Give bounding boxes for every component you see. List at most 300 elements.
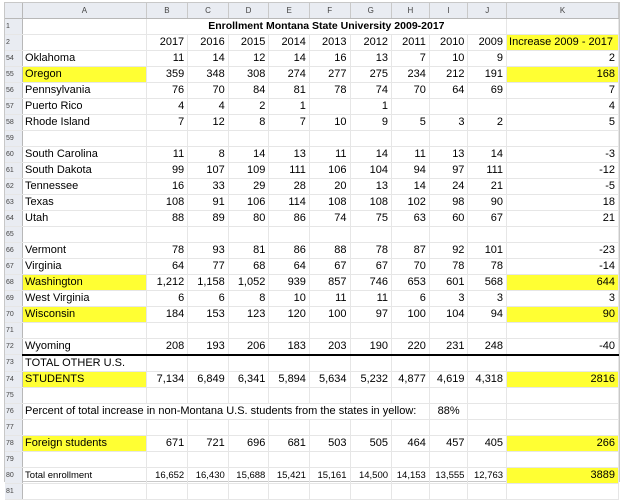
cell[interactable]	[392, 130, 430, 146]
cell[interactable]	[23, 322, 147, 338]
enrollment-value[interactable]: 24	[429, 178, 468, 194]
cell[interactable]	[468, 355, 507, 372]
increase-value[interactable]: 644	[507, 274, 619, 290]
year-header-2014[interactable]: 2014	[269, 34, 310, 50]
enrollment-value[interactable]: 78	[350, 242, 392, 258]
state-label[interactable]: Pennsylvania	[23, 82, 147, 98]
cell[interactable]	[269, 483, 310, 499]
increase-value[interactable]: 18	[507, 194, 619, 210]
enrollment-value[interactable]: 104	[350, 162, 392, 178]
enrollment-value[interactable]: 208	[146, 338, 188, 355]
state-label[interactable]: Total enrollment	[23, 467, 147, 483]
column-header-a[interactable]: A	[23, 3, 147, 18]
cell[interactable]	[309, 451, 350, 467]
increase-value[interactable]: -40	[507, 338, 619, 355]
enrollment-value[interactable]: 153	[188, 306, 229, 322]
enrollment-value[interactable]: 5	[392, 114, 430, 130]
enrollment-value[interactable]: 5,894	[269, 371, 310, 387]
enrollment-value[interactable]: 78	[309, 82, 350, 98]
enrollment-value[interactable]: 405	[468, 435, 507, 451]
enrollment-value[interactable]: 13	[350, 50, 392, 66]
enrollment-value[interactable]: 69	[468, 82, 507, 98]
cell[interactable]	[350, 451, 392, 467]
increase-value[interactable]: 2	[507, 50, 619, 66]
increase-value[interactable]: 7	[507, 82, 619, 98]
cell[interactable]	[228, 130, 269, 146]
enrollment-value[interactable]: 721	[188, 435, 229, 451]
cell[interactable]	[146, 419, 188, 435]
enrollment-value[interactable]: 86	[269, 242, 310, 258]
enrollment-value[interactable]: 70	[392, 82, 430, 98]
row-header[interactable]: 59	[5, 130, 23, 146]
enrollment-value[interactable]: 102	[392, 194, 430, 210]
cell[interactable]	[23, 130, 147, 146]
enrollment-value[interactable]: 11	[350, 290, 392, 306]
cell[interactable]	[468, 403, 507, 419]
increase-value[interactable]: 4	[507, 98, 619, 114]
cell[interactable]	[350, 419, 392, 435]
cell[interactable]	[146, 355, 188, 372]
enrollment-value[interactable]: 98	[429, 194, 468, 210]
enrollment-value[interactable]: 7	[269, 114, 310, 130]
enrollment-value[interactable]: 190	[350, 338, 392, 355]
cell[interactable]	[507, 403, 619, 419]
enrollment-value[interactable]: 14	[188, 50, 229, 66]
cell[interactable]	[146, 130, 188, 146]
enrollment-value[interactable]: 274	[269, 66, 310, 82]
cell[interactable]	[23, 451, 147, 467]
cell[interactable]	[146, 226, 188, 242]
row-header[interactable]: 76	[5, 403, 23, 419]
cell[interactable]	[309, 355, 350, 372]
cell[interactable]	[507, 483, 619, 499]
enrollment-value[interactable]: 64	[429, 82, 468, 98]
enrollment-value[interactable]: 81	[228, 242, 269, 258]
select-all-corner[interactable]	[5, 3, 23, 18]
enrollment-value[interactable]: 70	[392, 258, 430, 274]
enrollment-value[interactable]: 21	[468, 178, 507, 194]
enrollment-value[interactable]: 108	[350, 194, 392, 210]
enrollment-value[interactable]: 6	[146, 290, 188, 306]
year-header-2013[interactable]: 2013	[309, 34, 350, 50]
row-header[interactable]: 68	[5, 274, 23, 290]
cell[interactable]	[507, 226, 619, 242]
enrollment-value[interactable]: 308	[228, 66, 269, 82]
row-header[interactable]: 73	[5, 355, 23, 372]
enrollment-value[interactable]: 8	[228, 114, 269, 130]
cell[interactable]	[429, 387, 468, 403]
enrollment-value[interactable]: 15,421	[269, 467, 310, 483]
row-header[interactable]: 71	[5, 322, 23, 338]
cell[interactable]	[468, 130, 507, 146]
cell[interactable]	[429, 322, 468, 338]
state-label[interactable]: STUDENTS	[23, 371, 147, 387]
enrollment-value[interactable]: 14	[468, 146, 507, 162]
enrollment-value[interactable]: 88	[146, 210, 188, 226]
cell[interactable]	[228, 483, 269, 499]
increase-header[interactable]: Increase 2009 - 2017	[507, 34, 619, 50]
enrollment-value[interactable]: 14	[392, 178, 430, 194]
column-header-b[interactable]: B	[146, 3, 188, 18]
enrollment-value[interactable]: 12,763	[468, 467, 507, 483]
cell[interactable]	[23, 226, 147, 242]
cell[interactable]	[269, 387, 310, 403]
enrollment-value[interactable]: 15,688	[228, 467, 269, 483]
row-header[interactable]: 58	[5, 114, 23, 130]
enrollment-value[interactable]: 8	[228, 290, 269, 306]
cell[interactable]	[228, 451, 269, 467]
cell[interactable]	[309, 322, 350, 338]
enrollment-value[interactable]: 601	[429, 274, 468, 290]
cell[interactable]	[309, 226, 350, 242]
cell[interactable]	[392, 355, 430, 372]
enrollment-value[interactable]: 653	[392, 274, 430, 290]
enrollment-value[interactable]: 6,849	[188, 371, 229, 387]
enrollment-value[interactable]: 106	[228, 194, 269, 210]
enrollment-value[interactable]: 12	[188, 114, 229, 130]
state-label[interactable]: Virginia	[23, 258, 147, 274]
row-header[interactable]: 55	[5, 66, 23, 82]
enrollment-value[interactable]: 746	[350, 274, 392, 290]
row-header[interactable]: 79	[5, 451, 23, 467]
row-header[interactable]: 57	[5, 98, 23, 114]
cell[interactable]	[188, 387, 229, 403]
enrollment-value[interactable]: 234	[392, 66, 430, 82]
cell[interactable]	[429, 226, 468, 242]
enrollment-value[interactable]: 28	[269, 178, 310, 194]
cell[interactable]	[350, 483, 392, 499]
enrollment-value[interactable]: 6	[392, 290, 430, 306]
enrollment-value[interactable]: 78	[429, 258, 468, 274]
enrollment-value[interactable]: 94	[392, 162, 430, 178]
column-header-i[interactable]: I	[429, 3, 468, 18]
row-header[interactable]: 78	[5, 435, 23, 451]
row-header[interactable]: 72	[5, 338, 23, 355]
enrollment-value[interactable]: 231	[429, 338, 468, 355]
enrollment-value[interactable]: 277	[309, 66, 350, 82]
enrollment-value[interactable]: 5,232	[350, 371, 392, 387]
enrollment-value[interactable]: 64	[269, 258, 310, 274]
cell[interactable]	[468, 483, 507, 499]
enrollment-value[interactable]: 696	[228, 435, 269, 451]
cell[interactable]	[507, 18, 619, 34]
state-label[interactable]: Texas	[23, 194, 147, 210]
enrollment-value[interactable]: 857	[309, 274, 350, 290]
enrollment-value[interactable]: 4	[146, 98, 188, 114]
enrollment-value[interactable]: 12	[228, 50, 269, 66]
cell[interactable]	[228, 226, 269, 242]
cell[interactable]	[188, 226, 229, 242]
state-label[interactable]: Tennessee	[23, 178, 147, 194]
enrollment-value[interactable]: 212	[429, 66, 468, 82]
enrollment-value[interactable]: 4,877	[392, 371, 430, 387]
row-header[interactable]: 67	[5, 258, 23, 274]
enrollment-value[interactable]: 16,430	[188, 467, 229, 483]
cell[interactable]	[188, 451, 229, 467]
enrollment-value[interactable]: 193	[188, 338, 229, 355]
increase-value[interactable]: -5	[507, 178, 619, 194]
enrollment-value[interactable]: 10	[429, 50, 468, 66]
enrollment-value[interactable]: 9	[350, 114, 392, 130]
enrollment-value[interactable]: 11	[146, 50, 188, 66]
cell[interactable]	[468, 419, 507, 435]
state-label[interactable]: West Virginia	[23, 290, 147, 306]
enrollment-value[interactable]: 92	[429, 242, 468, 258]
state-label[interactable]: Rhode Island	[23, 114, 147, 130]
cell[interactable]	[429, 483, 468, 499]
enrollment-value[interactable]: 13,555	[429, 467, 468, 483]
enrollment-value[interactable]: 14	[350, 146, 392, 162]
enrollment-value[interactable]: 76	[146, 82, 188, 98]
cell[interactable]	[269, 226, 310, 242]
state-label[interactable]: Wyoming	[23, 338, 147, 355]
enrollment-value[interactable]: 1,212	[146, 274, 188, 290]
cell[interactable]	[228, 322, 269, 338]
enrollment-value[interactable]: 84	[228, 82, 269, 98]
enrollment-value[interactable]: 14	[228, 146, 269, 162]
enrollment-value[interactable]: 671	[146, 435, 188, 451]
column-header-j[interactable]: J	[468, 3, 507, 18]
cell[interactable]	[188, 483, 229, 499]
enrollment-value[interactable]: 9	[468, 50, 507, 66]
enrollment-value[interactable]: 464	[392, 435, 430, 451]
cell[interactable]	[392, 483, 430, 499]
enrollment-value[interactable]: 11	[392, 146, 430, 162]
cell[interactable]	[350, 322, 392, 338]
row-header[interactable]: 56	[5, 82, 23, 98]
sheet-title[interactable]: Enrollment Montana State University 2009-2017	[146, 18, 506, 34]
state-label[interactable]: Oregon	[23, 66, 147, 82]
enrollment-value[interactable]: 106	[309, 162, 350, 178]
enrollment-value[interactable]: 4,619	[429, 371, 468, 387]
enrollment-value[interactable]: 5,634	[309, 371, 350, 387]
enrollment-value[interactable]: 16	[309, 50, 350, 66]
increase-value[interactable]: 3889	[507, 467, 619, 483]
state-label[interactable]: Foreign students	[23, 435, 147, 451]
enrollment-value[interactable]: 81	[269, 82, 310, 98]
enrollment-value[interactable]: 67	[309, 258, 350, 274]
cell[interactable]	[507, 355, 619, 372]
year-header-2012[interactable]: 2012	[350, 34, 392, 50]
enrollment-value[interactable]: 89	[188, 210, 229, 226]
cell[interactable]	[228, 387, 269, 403]
cell[interactable]	[468, 451, 507, 467]
enrollment-value[interactable]: 3	[429, 290, 468, 306]
enrollment-value[interactable]: 86	[269, 210, 310, 226]
enrollment-value[interactable]: 8	[188, 146, 229, 162]
enrollment-value[interactable]: 568	[468, 274, 507, 290]
enrollment-value[interactable]: 108	[309, 194, 350, 210]
cell[interactable]	[228, 419, 269, 435]
column-header-c[interactable]: C	[188, 3, 229, 18]
cell[interactable]	[228, 355, 269, 372]
enrollment-value[interactable]: 33	[188, 178, 229, 194]
cell[interactable]	[188, 322, 229, 338]
enrollment-value[interactable]: 7	[392, 50, 430, 66]
enrollment-value[interactable]: 3	[468, 290, 507, 306]
state-label[interactable]: South Dakota	[23, 162, 147, 178]
increase-value[interactable]: 266	[507, 435, 619, 451]
enrollment-value[interactable]: 10	[269, 290, 310, 306]
column-header-h[interactable]: H	[392, 3, 430, 18]
increase-value[interactable]: 168	[507, 66, 619, 82]
cell[interactable]	[507, 387, 619, 403]
enrollment-value[interactable]: 107	[188, 162, 229, 178]
enrollment-value[interactable]: 123	[228, 306, 269, 322]
row-header[interactable]: 64	[5, 210, 23, 226]
enrollment-value[interactable]: 16,652	[146, 467, 188, 483]
enrollment-value[interactable]: 87	[392, 242, 430, 258]
cell[interactable]	[269, 419, 310, 435]
enrollment-value[interactable]: 104	[429, 306, 468, 322]
enrollment-value[interactable]: 220	[392, 338, 430, 355]
enrollment-value[interactable]: 88	[309, 242, 350, 258]
column-header-d[interactable]: D	[228, 3, 269, 18]
cell[interactable]	[507, 419, 619, 435]
row-header[interactable]: 66	[5, 242, 23, 258]
enrollment-value[interactable]: 74	[309, 210, 350, 226]
enrollment-value[interactable]: 7,134	[146, 371, 188, 387]
enrollment-value[interactable]: 63	[392, 210, 430, 226]
year-header-2015[interactable]: 2015	[228, 34, 269, 50]
cell[interactable]	[429, 451, 468, 467]
enrollment-value[interactable]: 64	[146, 258, 188, 274]
enrollment-value[interactable]: 13	[429, 146, 468, 162]
increase-value[interactable]: 21	[507, 210, 619, 226]
percent-value[interactable]: 88%	[429, 403, 468, 419]
year-header-2017[interactable]: 2017	[146, 34, 188, 50]
cell[interactable]	[392, 387, 430, 403]
cell[interactable]	[23, 483, 147, 499]
cell[interactable]	[350, 130, 392, 146]
enrollment-value[interactable]: 78	[468, 258, 507, 274]
cell[interactable]	[269, 355, 310, 372]
cell[interactable]	[350, 387, 392, 403]
enrollment-value[interactable]: 1	[269, 98, 310, 114]
enrollment-value[interactable]: 248	[468, 338, 507, 355]
increase-value[interactable]: -14	[507, 258, 619, 274]
enrollment-value[interactable]: 75	[350, 210, 392, 226]
cell[interactable]	[309, 483, 350, 499]
cell[interactable]	[146, 387, 188, 403]
state-label[interactable]: Wisconsin	[23, 306, 147, 322]
enrollment-value[interactable]: 11	[146, 146, 188, 162]
cell[interactable]	[23, 419, 147, 435]
cell[interactable]	[392, 226, 430, 242]
year-header-2010[interactable]: 2010	[429, 34, 468, 50]
cell[interactable]	[468, 322, 507, 338]
enrollment-value[interactable]: 14,500	[350, 467, 392, 483]
enrollment-value[interactable]: 100	[309, 306, 350, 322]
cell[interactable]	[269, 322, 310, 338]
cell[interactable]	[507, 130, 619, 146]
enrollment-value[interactable]: 3	[429, 114, 468, 130]
enrollment-value[interactable]: 14,153	[392, 467, 430, 483]
enrollment-value[interactable]: 7	[146, 114, 188, 130]
enrollment-value[interactable]	[429, 98, 468, 114]
enrollment-value[interactable]: 1,052	[228, 274, 269, 290]
enrollment-value[interactable]: 503	[309, 435, 350, 451]
increase-value[interactable]: -12	[507, 162, 619, 178]
row-header[interactable]: 75	[5, 387, 23, 403]
row-header[interactable]: 65	[5, 226, 23, 242]
increase-value[interactable]: 2816	[507, 371, 619, 387]
enrollment-value[interactable]: 99	[146, 162, 188, 178]
column-header-e[interactable]: E	[269, 3, 310, 18]
enrollment-value[interactable]: 120	[269, 306, 310, 322]
row-header[interactable]: 60	[5, 146, 23, 162]
cell[interactable]	[468, 226, 507, 242]
enrollment-value[interactable]: 77	[188, 258, 229, 274]
cell[interactable]	[429, 419, 468, 435]
row-header[interactable]: 81	[5, 483, 23, 499]
state-label[interactable]: Vermont	[23, 242, 147, 258]
cell[interactable]	[429, 130, 468, 146]
cell[interactable]	[269, 451, 310, 467]
enrollment-value[interactable]: 4,318	[468, 371, 507, 387]
enrollment-value[interactable]: 11	[309, 290, 350, 306]
enrollment-value[interactable]: 20	[309, 178, 350, 194]
enrollment-value[interactable]: 60	[429, 210, 468, 226]
cell[interactable]	[309, 387, 350, 403]
enrollment-value[interactable]: 16	[146, 178, 188, 194]
enrollment-value[interactable]	[392, 98, 430, 114]
state-label[interactable]: South Carolina	[23, 146, 147, 162]
row-header[interactable]: 62	[5, 178, 23, 194]
column-header-g[interactable]: G	[350, 3, 392, 18]
cell[interactable]	[507, 322, 619, 338]
column-header-k[interactable]: K	[507, 3, 619, 18]
enrollment-value[interactable]: 111	[468, 162, 507, 178]
enrollment-value[interactable]: 4	[188, 98, 229, 114]
enrollment-value[interactable]: 74	[350, 82, 392, 98]
enrollment-value[interactable]: 94	[468, 306, 507, 322]
percent-description[interactable]: Percent of total increase in non-Montana U.S. students from the states in yellow:	[23, 403, 430, 419]
enrollment-value[interactable]: 14	[269, 50, 310, 66]
state-label[interactable]: Puerto Rico	[23, 98, 147, 114]
cell[interactable]	[507, 451, 619, 467]
enrollment-value[interactable]: 681	[269, 435, 310, 451]
cell[interactable]	[188, 130, 229, 146]
enrollment-value[interactable]: 348	[188, 66, 229, 82]
enrollment-value[interactable]: 2	[468, 114, 507, 130]
enrollment-value[interactable]: 505	[350, 435, 392, 451]
enrollment-value[interactable]: 13	[350, 178, 392, 194]
enrollment-value[interactable]: 1,158	[188, 274, 229, 290]
enrollment-value[interactable]: 97	[350, 306, 392, 322]
cell[interactable]	[146, 483, 188, 499]
cell[interactable]	[146, 322, 188, 338]
cell[interactable]	[309, 130, 350, 146]
state-label[interactable]: Utah	[23, 210, 147, 226]
enrollment-value[interactable]: 29	[228, 178, 269, 194]
enrollment-value[interactable]: 183	[269, 338, 310, 355]
enrollment-value[interactable]: 68	[228, 258, 269, 274]
enrollment-value[interactable]	[309, 98, 350, 114]
cell[interactable]	[23, 34, 147, 50]
cell[interactable]	[309, 419, 350, 435]
row-header[interactable]: 69	[5, 290, 23, 306]
increase-value[interactable]: -3	[507, 146, 619, 162]
row-header[interactable]: 54	[5, 50, 23, 66]
enrollment-value[interactable]: 13	[269, 146, 310, 162]
enrollment-value[interactable]: 2	[228, 98, 269, 114]
enrollment-value[interactable]: 15,161	[309, 467, 350, 483]
cell[interactable]	[188, 355, 229, 372]
enrollment-value[interactable]: 275	[350, 66, 392, 82]
enrollment-value[interactable]: 6	[188, 290, 229, 306]
cell[interactable]	[350, 355, 392, 372]
